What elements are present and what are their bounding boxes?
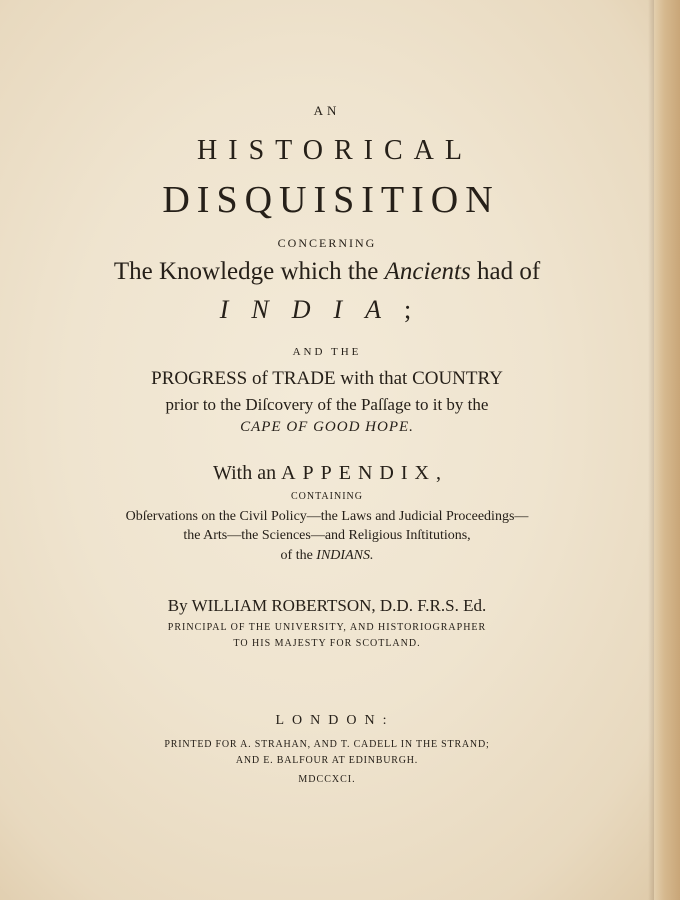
- of-the-text: of the: [280, 548, 317, 563]
- heading-historical: HISTORICAL: [197, 135, 473, 166]
- indians-word: INDIANS.: [316, 548, 374, 563]
- and-the-label: AND THE: [292, 346, 362, 358]
- progress-line: PROGRESS of TRADE with that COUNTRY: [151, 368, 503, 389]
- india-line: [0, 295, 654, 325]
- india-word: INDIA: [219, 295, 405, 324]
- knowledge-post: had of: [470, 258, 541, 285]
- prior-line: prior to the Diſcovery of the Paſſage to it by the: [165, 395, 489, 414]
- author-line: By WILLIAM ROBERTSON, D.D. F.R.S. Ed.: [167, 596, 487, 615]
- containing-label: CONTAINING: [291, 491, 363, 502]
- knowledge-pre: The Knowledge which the: [113, 258, 385, 285]
- imprint-printed: PRINTED FOR A. STRAHAN, AND T. CADELL IN THE STRAND;: [164, 739, 490, 750]
- principal-line: PRINCIPAL OF THE UNIVERSITY, AND HISTORIOGRAPHER: [167, 622, 487, 633]
- indians-line: [0, 548, 654, 564]
- heading-an: AN: [313, 103, 341, 118]
- knowledge-ancients: Ancients: [384, 258, 471, 285]
- majesty-line: TO HIS MAJESTY FOR SCOTLAND.: [233, 638, 421, 649]
- appendix-word: APPENDIX: [281, 462, 436, 484]
- imprint-city: LONDON:: [275, 713, 395, 728]
- imprint-date: MDCCXCI.: [298, 774, 356, 785]
- arts-line: the Arts—the Sciences—and Religious Inſtitutions,: [183, 528, 471, 543]
- appendix-line: [0, 462, 654, 485]
- heading-disquisition: DISQUISITION: [162, 179, 500, 221]
- observations-line: Obſervations on the Civil Policy—the Laws and Judicial Proceedings—: [125, 509, 529, 524]
- concerning-label: CONCERNING: [277, 236, 377, 250]
- appendix-pre: With an: [213, 462, 282, 484]
- appendix-post: ,: [435, 462, 441, 484]
- india-punct: ;: [404, 295, 435, 324]
- cape-line: CAPE OF GOOD HOPE.: [240, 419, 414, 435]
- knowledge-line: [0, 258, 654, 286]
- imprint-balfour: AND E. BALFOUR AT EDINBURGH.: [235, 755, 419, 766]
